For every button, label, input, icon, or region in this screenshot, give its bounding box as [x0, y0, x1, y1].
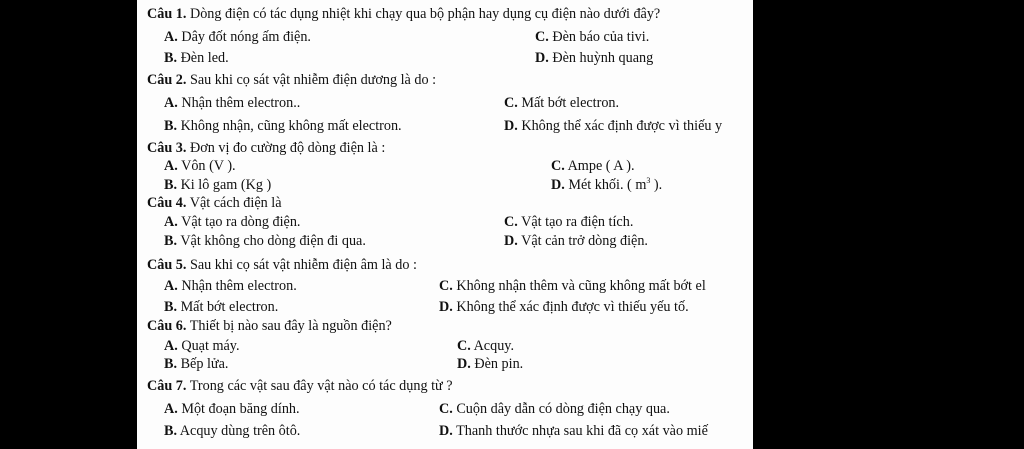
q4-option-b: B. Vật không cho dòng điện đi qua. — [164, 233, 366, 249]
question-1: Câu 1. Dòng điện có tác dụng nhiệt khi chạy qua bộ phận hay dụng cụ điện nào dưới đây? — [147, 6, 661, 22]
question-5: Câu 5. Sau khi cọ sát vật nhiễm điện âm là do : — [147, 257, 417, 273]
question-7: Câu 7. Trong các vật sau đây vật nào có tác dụng từ ? — [147, 378, 453, 394]
question-2: Câu 2. Sau khi cọ sát vật nhiễm điện dương là do : — [147, 72, 437, 88]
q4-option-a: A. Vật tạo ra dòng điện. — [164, 214, 301, 230]
q7-option-d: D. Thanh thước nhựa sau khi đã cọ xát vào miế — [439, 423, 708, 439]
q3-option-b: B. Ki lô gam (Kg ) — [164, 177, 272, 193]
q2-option-a: A. Nhận thêm electron.. — [164, 95, 301, 111]
q1-option-a: A. Dây đốt nóng ấm điện. — [164, 29, 311, 45]
q7-option-a: A. Một đoạn băng dính. — [164, 401, 300, 417]
q2-option-b: B. Không nhận, cũng không mất electron. — [164, 118, 402, 134]
q6-option-d: D. Đèn pin. — [457, 356, 524, 372]
q5-option-c: C. Không nhận thêm và cũng không mất bớt el — [439, 278, 706, 294]
q4-option-c: C. Vật tạo ra điện tích. — [504, 214, 634, 230]
q6-option-b: B. Bếp lửa. — [164, 356, 229, 372]
question-6: Câu 6. Thiết bị nào sau đây là nguồn điện? — [147, 318, 392, 334]
q1-option-d: D. Đèn huỳnh quang — [535, 50, 654, 66]
q2-option-d: D. Không thể xác định được vì thiếu y — [504, 118, 723, 134]
q1-option-c: C. Đèn báo của tivi. — [535, 29, 650, 45]
q7-option-c: C. Cuộn dây dẫn có dòng điện chạy qua. — [439, 401, 670, 417]
q7-option-b: B. Acquy dùng trên ôtô. — [164, 423, 301, 439]
q4-option-d: D. Vật cản trở dòng điện. — [504, 233, 648, 249]
question-3: Câu 3. Đơn vị đo cường độ dòng điện là : — [147, 140, 386, 156]
q3-option-d: D. Mét khối. ( $m^3$ ). — [551, 176, 663, 193]
q3-option-a: A. Vôn (V ). — [164, 158, 236, 174]
exam-page — [137, 0, 753, 449]
q3-option-c: C. Ampe ( A ). — [551, 158, 635, 174]
q2-option-c: C. Mất bớt electron. — [504, 95, 620, 111]
q6-option-a: A. Quạt máy. — [164, 338, 240, 354]
q5-option-b: B. Mất bớt electron. — [164, 299, 279, 315]
q5-option-a: A. Nhận thêm electron. — [164, 278, 297, 294]
q5-option-d: D. Không thể xác định được vì thiếu yếu tố. — [439, 299, 689, 315]
q1-option-b: B. Đèn led. — [164, 50, 229, 66]
question-4: Câu 4. Vật cách điện là — [147, 195, 282, 211]
q6-option-c: C. Acquy. — [457, 338, 515, 354]
